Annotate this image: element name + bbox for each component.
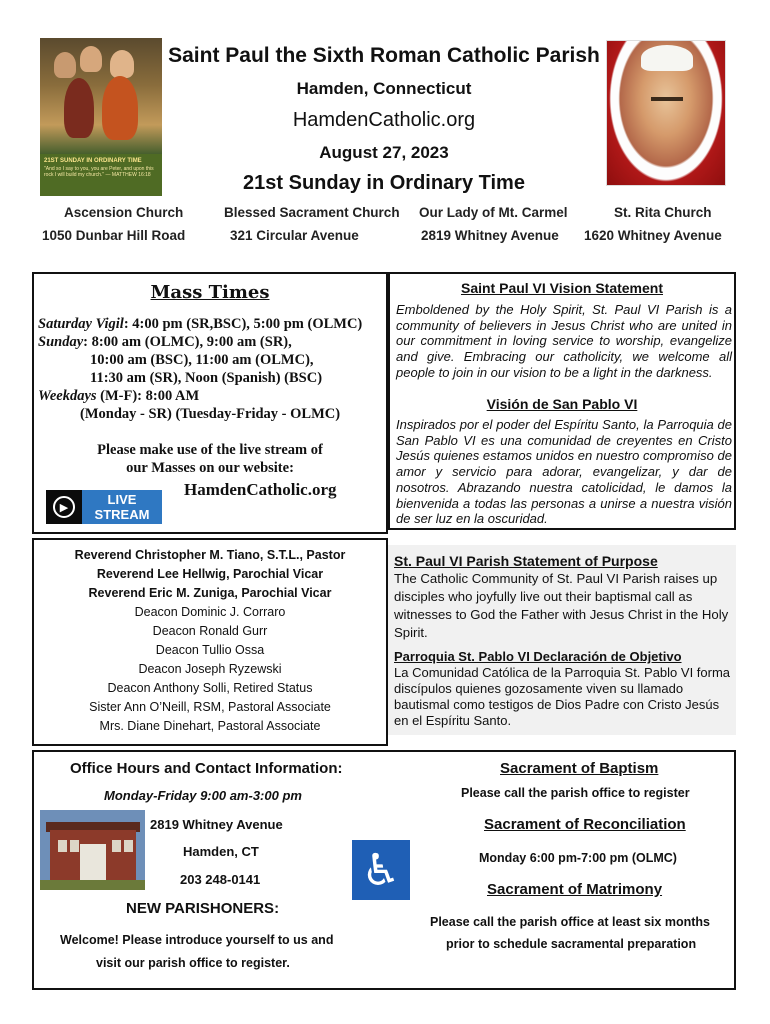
sunday-label: Sunday [38,334,84,350]
welcome-text-1: Welcome! Please introduce yourself to us and [60,933,334,947]
clergy-member: Reverend Lee Hellwig, Parochial Vicar [96,567,324,581]
cover-caption-title: 21ST SUNDAY IN ORDINARY TIME [44,158,142,164]
clergy-member: Deacon Joseph Ryzewski [138,662,282,676]
stream-text-2: our Masses on our website: [126,460,294,476]
clergy-member: Reverend Eric M. Zuniga, Parochial Vicar [88,586,332,600]
saturday-vigil-line [38,316,362,333]
stream-website-link[interactable]: HamdenCatholic.org [184,480,337,499]
vision-title-es: Visión de San Pablo VI [486,396,638,412]
clergy-member: Deacon Anthony Solli, Retired Status [107,681,313,695]
clergy-member: Deacon Ronald Gurr [152,624,268,638]
purpose-title-es: Parroquia St. Pablo VI Declaración de Objetivo [394,649,682,664]
parish-website[interactable]: HamdenCatholic.org [292,109,476,131]
play-icon: ▶ [46,490,82,524]
cover-caption-text: "And so I say to you, you are Peter, and upon this rock I will build my church." — MATTHEW 16:18 [44,165,154,179]
clergy-member: Sister Ann O’Neill, RSM, Pastoral Associate [89,700,331,714]
sunday-times-line-3: 11:30 am (SR), Noon (Spanish) (BSC) [90,370,323,386]
sunday-times: : 8:00 am (OLMC), 9:00 am (SR), [83,334,292,350]
church-address: 2819 Whitney Avenue [421,228,559,243]
mass-times-title: Mass Times [150,282,270,303]
clergy-member: Reverend Christopher M. Tiano, S.T.L., Pastor [74,548,346,562]
vision-title-en: Saint Paul VI Vision Statement [460,280,663,296]
vision-text-en: Emboldened by the Holy Spirit, St. Paul VI Parish is a community of believers in Jesus Christ who are united in our commitment in loving service to worship, evangelize and give. Embracing our catholicity, we welcome all people to join in our vision to be a light in the darkness. [396,302,732,380]
live-stream-button[interactable] [46,490,162,524]
office-hours-title: Office Hours and Contact Information: [70,760,343,777]
office-phone: 203 248-0141 [180,872,261,887]
parish-town: Hamden, Connecticut [296,79,472,98]
weekdays-detail: (Monday - SR) (Tuesday-Friday - OLMC) [80,406,341,422]
new-parishioners-title: NEW PARISHONERS: [126,900,280,917]
matrimony-title: Sacrament of Matrimony [487,881,663,898]
office-address: 2819 Whitney Avenue [150,817,283,832]
church-address: 1050 Dunbar Hill Road [42,228,186,243]
clergy-box [32,538,388,746]
wheelchair-icon: ♿ [352,840,410,900]
bulletin-date: August 27, 2023 [319,143,449,162]
live-label: LIVE [107,492,137,507]
stream-text-1: Please make use of the live stream of [97,442,323,458]
weekdays-label: Weekdays [38,388,97,404]
vigil-times: : 4:00 pm (SR,BSC), 5:00 pm (OLMC) [123,316,363,332]
office-hours: Monday-Friday 9:00 am-3:00 pm [104,788,302,803]
church-name: St. Rita Church [614,205,712,220]
cover-caption [40,154,162,196]
vision-statement-box [388,272,736,530]
sunday-line [38,334,292,351]
portrait-eyes [651,97,683,101]
weekdays-times: (M-F): 8:00 AM [96,388,200,404]
zucchetto [641,45,693,71]
pope-portrait-image [606,40,726,186]
clergy-member: Mrs. Diane Dinehart, Pastoral Associate [99,719,321,733]
baptism-title: Sacrament of Baptism [500,760,659,777]
reconciliation-title: Sacrament of Reconciliation [484,816,686,833]
statement-of-purpose-box [388,545,736,735]
weekdays-line [38,388,199,405]
purpose-text-es: La Comunidad Católica de la Parroquia St. Pablo VI forma discípulos quienes gozosamente viven su llamado bautismal como testigos de Dios Padre con Cristo Jesús en el Espíritu Santo. [394,665,731,728]
matrimony-text-1: Please call the parish office at least six months [430,915,710,929]
office-city: Hamden, CT [183,844,259,859]
sunday-times-line-2: 10:00 am (BSC), 11:00 am (OLMC), [90,352,314,368]
stream-label: STREAM [94,507,150,522]
vigil-label: Saturday Vigil [38,316,124,332]
welcome-text-2: visit our parish office to register. [96,956,290,970]
clergy-member: Deacon Dominic J. Corraro [134,605,286,619]
church-name: Our Lady of Mt. Carmel [419,205,568,220]
liturgical-day: 21st Sunday in Ordinary Time [243,172,525,194]
matrimony-text-2: prior to schedule sacramental preparation [446,937,697,951]
church-address: 1620 Whitney Avenue [584,228,722,243]
clergy-member: Deacon Tullio Ossa [155,643,265,657]
vision-text-es: Inspirados por el poder del Espíritu Santo, la Parroquia de San Pablo VI es una comunidad de creyentes en Cristo Jesús quienes estamos unidos en nuestro compromiso de amor y servicio para adorar, evangelizar, y dar de nosotros. Abrazando nuestra catolicidad, le damos la bienvenida a todas las personas a unirse a nuestra visión de ser luz en la oscuridad. [396,417,732,527]
baptism-text: Please call the parish office to register [461,786,690,800]
church-address: 321 Circular Avenue [230,228,359,243]
reconciliation-text: Monday 6:00 pm-7:00 pm (OLMC) [479,851,677,865]
mass-times-box [32,272,388,534]
live-stream-label [82,490,162,524]
church-name: Ascension Church [64,205,184,220]
purpose-title-en: St. Paul VI Parish Statement of Purpose [394,553,658,569]
parish-office-photo [40,810,145,890]
parish-name: Saint Paul the Sixth Roman Catholic Parish [168,44,600,67]
church-name: Blessed Sacrament Church [224,205,400,220]
bulletin-cover-image [40,38,162,196]
purpose-text-en: The Catholic Community of St. Paul VI Parish raises up disciples who joyfully live out their baptismal call as witnesses to God the Father with Jesus Christ in the Holy Spirit. [394,571,729,640]
